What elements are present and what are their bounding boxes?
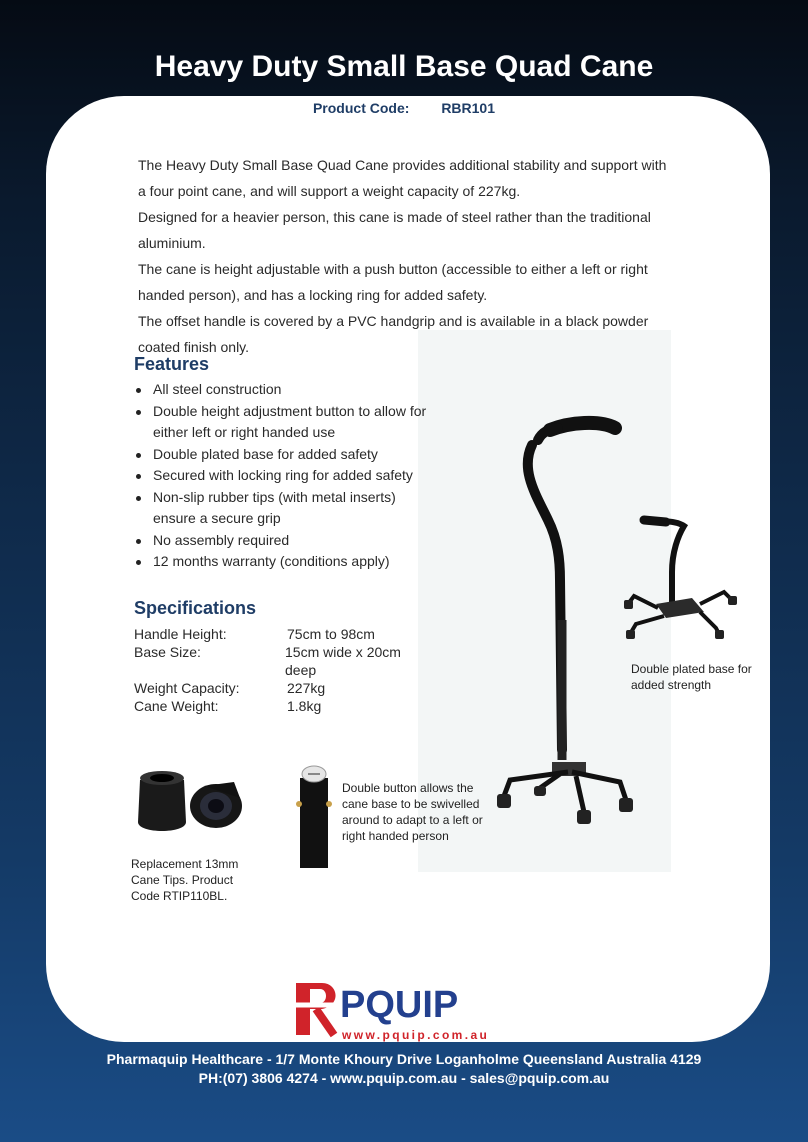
spec-value: 75cm to 98cm [287,626,375,642]
footer-address: Pharmaquip Healthcare - 1/7 Monte Khoury Drive Loganholme Queensland Australia 4129 [106,1051,702,1067]
base-caption: Double plated base for added strength [631,662,752,692]
spec-row [134,697,434,715]
list-item: Double plated base for added safety [134,444,434,466]
intro-text [138,152,678,360]
intro-paragraph: The cane is height adjustable with a push button (accessible to either a left or right handed person), and has a locking ring for added safety. [138,261,648,303]
push-button-image [294,764,334,868]
spec-value: 1.8kg [287,698,322,714]
spec-label: Handle Height: [134,626,227,642]
product-code [0,100,808,116]
features-heading: Features [134,354,210,374]
product-code-label: Product Code: [312,100,410,116]
spec-value: 227kg [287,680,326,696]
spec-row [134,679,434,697]
pquip-logo-mark [292,975,512,1045]
spec-value: 15cm wide x 20cm deep [285,644,401,678]
page-title: Heavy Duty Small Base Quad Cane [154,50,654,83]
intro-paragraph: Designed for a heavier person, this cane is made of steel rather than the traditional aluminium. [138,209,651,251]
product-code-value: RBR101 [441,100,496,116]
specifications-heading: Specifications [134,598,257,618]
footer [0,1050,808,1088]
quad-base-image [620,512,742,642]
list-item: Non-slip rubber tips (with metal inserts) ensure a secure grip [134,487,434,530]
button-caption: Double button allows the cane base to be swivelled around to adapt to a left or right handed person [342,781,483,843]
features-list [134,379,434,573]
list-item: Double height adjustment button to allow for either left or right handed use [134,401,434,444]
intro-paragraph: The Heavy Duty Small Base Quad Cane provides additional stability and support with a four point cane, and will support a weight capacity of 227kg. [138,157,667,199]
list-item: Secured with locking ring for added safety [134,465,434,487]
footer-contact: PH:(07) 3806 4274 - www.pquip.com.au - sales@pquip.com.au [198,1070,610,1086]
cane-tips-image [134,762,254,842]
list-item: All steel construction [134,379,434,401]
logo-wordmark: PQUIP [340,984,459,1026]
specifications-table [134,625,434,715]
list-item: No assembly required [134,530,434,552]
tips-caption: Replacement 13mm Cane Tips. Product Code RTIP110BL. [131,857,239,903]
spec-row [134,643,434,679]
list-item: 12 months warranty (conditions apply) [134,551,434,573]
spec-row [134,625,434,643]
spec-label: Cane Weight: [134,698,219,714]
spec-label: Weight Capacity: [134,680,240,696]
pquip-logo [292,975,512,1045]
intro-paragraph: The offset handle is covered by a PVC handgrip and is available in a black powder coated finish only. [138,313,649,355]
logo-url: www.pquip.com.au [342,1028,490,1042]
spec-label: Base Size: [134,644,201,660]
